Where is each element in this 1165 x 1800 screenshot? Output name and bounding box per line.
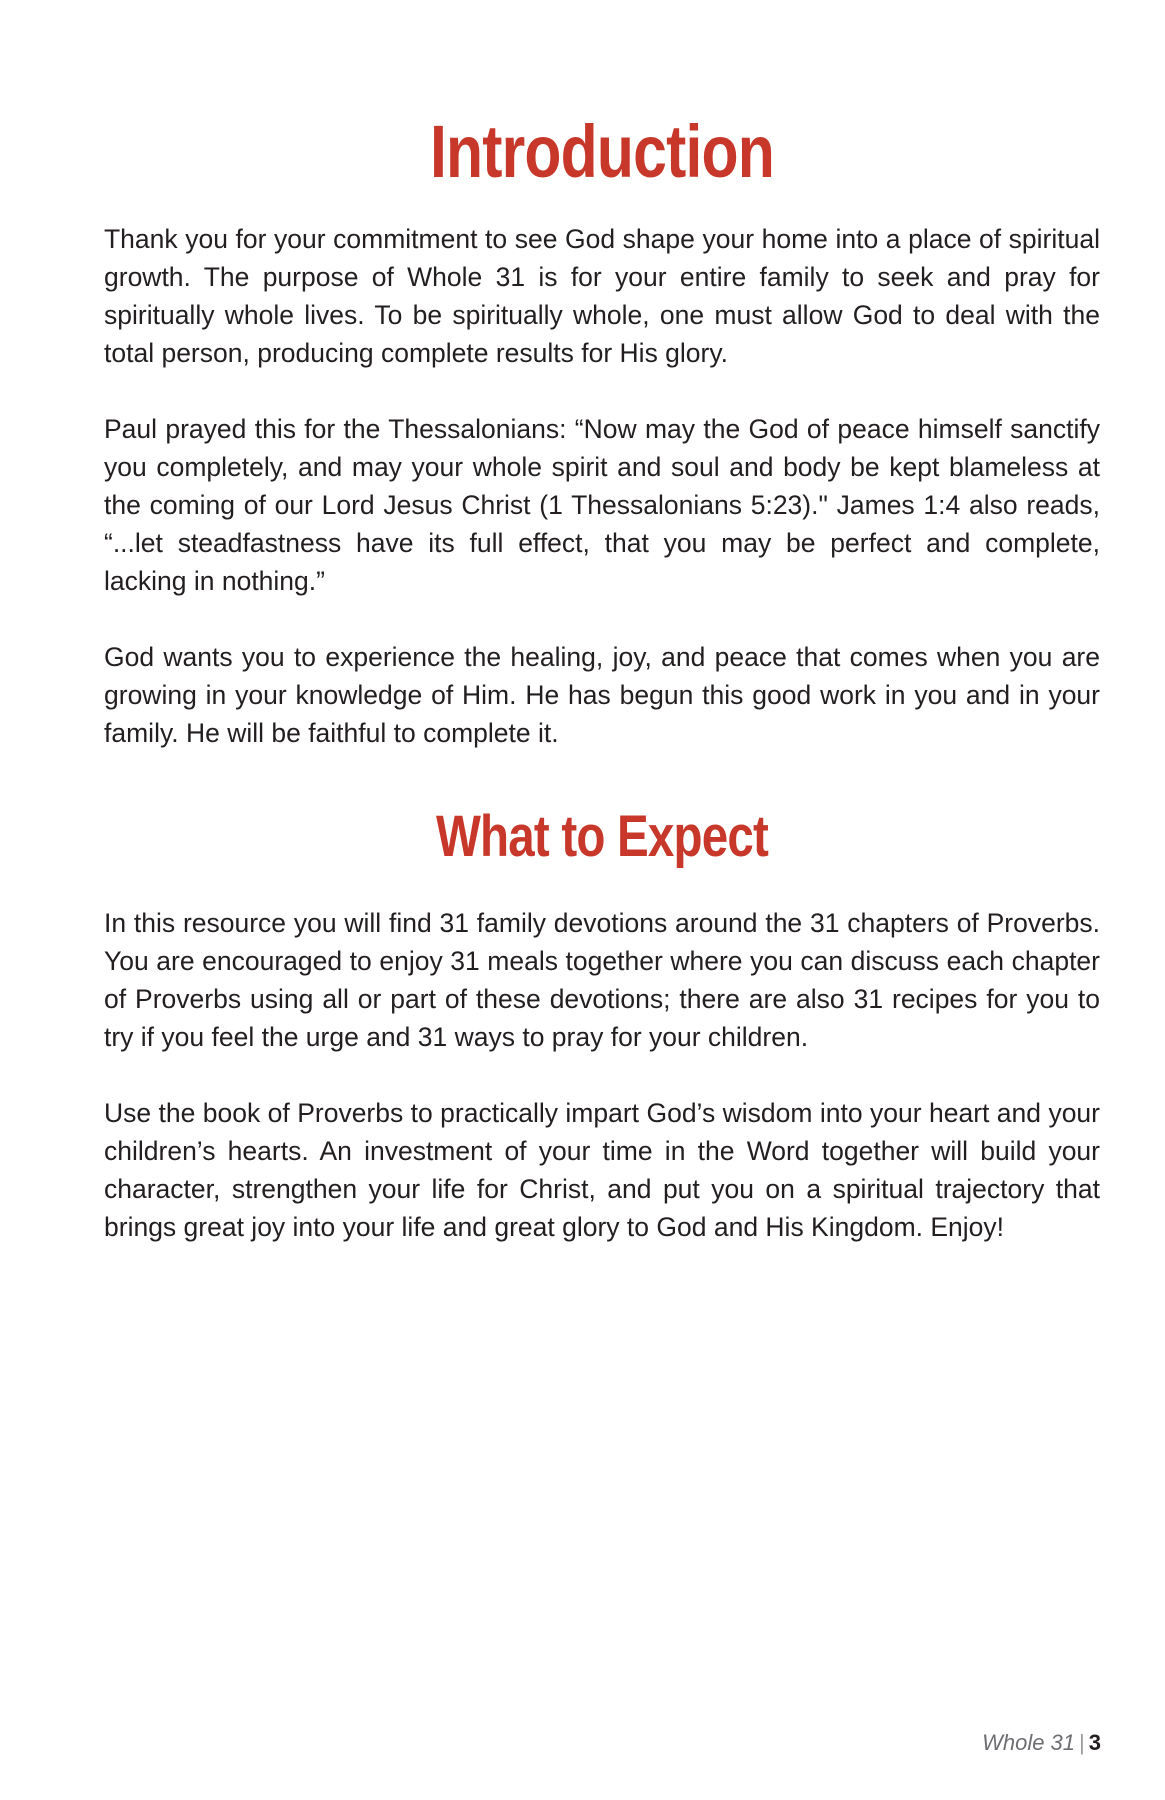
introduction-heading: Introduction	[429, 110, 775, 193]
introduction-paragraph-2: Paul prayed this for the Thessalonians: “Now may the God of peace himself sanctify you completely, and may your whole spirit and soul and body be kept blameless at the coming of our Lord Jesus Christ (1 Thessalonians 5:23)." James 1:4 also reads, “...let steadfastness have its full effect, that you may be perfect and complete, lacking in nothing.”	[104, 414, 1100, 596]
what-to-expect-paragraph-2: Use the book of Proverbs to practically impart God’s wisdom into your heart and your children’s hearts. An investment of your time in the Word together will build your character, strengthen your life for Christ, and put you on a spiritual trajectory that brings great joy into your life and great glory to God and His Kingdom. Enjoy!	[104, 1098, 1100, 1242]
introduction-paragraph-1: Thank you for your commitment to see God shape your home into a place of spiritual growth. The purpose of Whole 31 is for your entire family to seek and pray for spiritually whole lives. To be spiritually whole, one must allow God to deal with the total person, producing complete results for His glory.	[104, 224, 1100, 368]
page-number: 3	[1088, 1730, 1101, 1755]
what-to-expect-paragraph-1: In this resource you will find 31 family devotions around the 31 chapters of Proverbs. You are encouraged to enjoy 31 meals together where you can discuss each chapter of Proverbs using all or part of these devotions; there are also 31 recipes for you to try if you feel the urge and 31 ways to pray for your children.	[104, 908, 1100, 1052]
introduction-paragraph-3: God wants you to experience the healing, joy, and peace that comes when you are growing in your knowledge of Him. He has begun this good work in you and in your family. He will be faithful to complete it.	[104, 642, 1100, 748]
page-content	[104, 108, 1100, 1246]
footer-separator: |	[1079, 1730, 1085, 1755]
footer-book-title: Whole 31	[982, 1730, 1076, 1755]
what-to-expect-heading: What to Expect	[435, 804, 769, 869]
page-footer	[982, 1729, 1101, 1757]
